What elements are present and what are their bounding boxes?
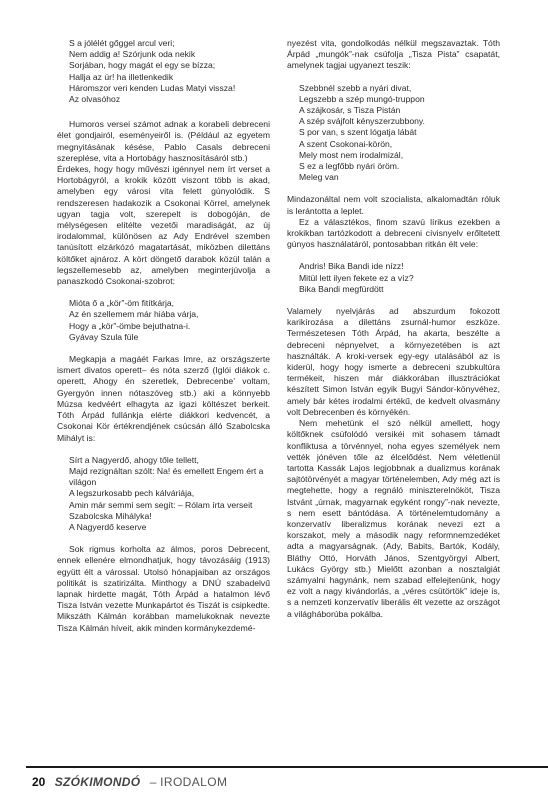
body-paragraph: Sok rigmus korholta az álmos, poros Debrecent, ennek ellenére elmondhatjuk, hogy távozásáig (1913) együtt élt a várossal. Utolsó hónapjaiban az országos politikát is szatirizálta. Minthogy a DNÚ szabadelvű lapnak hirdette magát, Tóth Árpád a hatalmon lévő Tisza István vezette Munkapártot és Tiszát is csipkedte. Mikszáth Kálmán korábban mamelukoknak nevezte Tisza Kálmán híveit, akik minden kormánykezdemé- xyxy=(57,544,270,633)
body-paragraph: Érdekes, hogy hogy művészi igénnyel nem írt verset a Hortobágyról, a krokik között viszont több is akad, amelyben egy városi vita felett gúnyolódik. S rendszeresen hadakozik a Csokonai Körrel, amelynek ugyan tagja volt, szerepelt is dobogóján, de mélységesen elítélte vezetői maradiságát, az új irodalommal, különösen az Ady Endrével szemben tanúsított elzárkózó magatartását, miközben dilettáns költőket ajnároz. A kört döngető darabok közül talán a legszellemesebb az, amelyben meginterjúvolja a panaszkodó Csokonai-szobrot: xyxy=(57,164,270,287)
body-paragraph: Ez a választékos, finom szavú lírikus ezekben a krokikban tartózkodott a debreceni cívisnyelv erőltetett gúnyos használatáról, pontosabban ritkán élt vele: xyxy=(287,216,500,250)
page-number: 20 xyxy=(32,775,46,789)
body-paragraph: Mindazonáltal nem volt szocialista, alkalomadtán róluk is lerántotta a leplet. xyxy=(287,194,500,216)
body-paragraph: nyezést vita, gondolkodás nélkül megszavaztak. Tóth Árpád „mungók”-nak csúfolja „Tisza Pista” csapatát, amelynek tagjai ugyanezt teszik: xyxy=(287,38,500,71)
poem-line: Mitül lett ilyen fekete ez a víz? xyxy=(299,272,414,283)
right-column xyxy=(287,38,500,620)
poem-line: Sorjában, hogy magát el egy se bízza; xyxy=(69,60,216,71)
poem-line: Amin már semmi sem segít: – Rólam írta verseit Szabolcska Mihálykа! xyxy=(69,499,253,521)
poem-line: A legszurkosabb pech kálváriája, xyxy=(69,488,195,499)
poem-line: Legszebb a szép mungó-truppon xyxy=(299,93,425,104)
poem-line: Szebbnél szebb a nyári divat, xyxy=(299,82,412,93)
poem-line: Hallja az úr! ha illetlenkedik xyxy=(69,71,174,82)
magazine-name: SZÓKIMONDÓ xyxy=(54,775,141,789)
poem-title: Gyávay Szula füle xyxy=(69,331,139,342)
poem-line: A szép svájfolt kényszerzubbony. xyxy=(299,116,425,127)
poem-title: Az olvasóhoz xyxy=(69,94,121,105)
poem-excerpt xyxy=(69,455,270,533)
poem-title: Bika Bandi megfürdött xyxy=(299,283,384,294)
poem-line: Az én szellemem már hiába várja, xyxy=(69,309,199,320)
poem-excerpt xyxy=(299,83,500,184)
poem-excerpt xyxy=(69,38,270,105)
poem-line: Sírt a Nagyerdő, ahogy tőle tellett, xyxy=(69,454,199,465)
left-column xyxy=(57,38,270,634)
body-paragraph: Humoros versei számot adnak a korabeli debreceni élet gondjairól, eseményeiről is. (Például az egyetem megnyitásának késése, Pablo Casals debreceni szereplése, vita a Hortobágy hasznosításáról stb.) xyxy=(57,119,270,163)
page-footer xyxy=(0,766,548,800)
poem-excerpt xyxy=(69,298,270,343)
footer-divider xyxy=(26,766,548,768)
body-paragraph: Megkapja a magáét Farkas Imre, az országszerte ismert divatos operett– és nóta szerző (Iglói diákok c. operett, Ahogy én szeretlek, Debrecenbe’ voltam, Gyergyón innen nótaszóveg stb.) aki a könnyebb Múzsa kedvéért elhagyta az igazi költészet berkeit. Tóth Árpád fullánkja elérte diákkori kedvencét, a Csokonai Kör értékrendjének csúcsán álló Szabolcska Mihályt is: xyxy=(57,354,270,443)
body-paragraph: Nem mehetünk el szó nélkül amellett, hogy költőknek csúfolódó versikéi mit sohasem támadt konfliktusa a törvénnyel, noha egyes személyek nem vették jónéven tőle az élcelődést. Nem véletlenül tartotta Kassák Lajos legjobbnak a dualizmus korának sajtótörvényét a magyar történelemben, Ady még azt is megtehette, hogy a regnáló miniszterelnököt, Tisza Istvánt „úrnak, magyarnak egyként rongy”-nak nevezte, s nem esett bántódása. A történelemtudomány a konzervatív liberalizmus korának nevezi ezt a korszakot, mely a második nagy reformnemzedéket adta a magyarságnak. (Ady, Babits, Bartók, Kodály, Bláthy Ottó, Horváth János, Szentgyörgyi Albert, Lukács György stb.) Mielőtt azonban a nosztalgiát számyalni hagynánk, nem szabad elfelejtenünk, hogy ez volt a nagy kivándorlás, a „véres csütörtök” ideje is, s a nemzeti konzervatív liberális élt vezette az országot a világháborúba pokálba. xyxy=(287,418,500,619)
poem-line: A szájkosár, s Tisza Pistán xyxy=(299,105,401,116)
poem-line: S a jólélét gőggel arcul veri; xyxy=(69,38,175,48)
body-paragraph: Valamely nyelvjárás ad abszurdum fokozott karikírozása a dilettáns zsurnál-humor eszköze. Természetesen Tóth Árpád, ha akarta, beszélte a debreceni népnyelvet, a környezetében is azt használták. A kroki-versek egy-egy utalásából az is kiderül, hogy hogy ismerte a debreceni szubkultúra termékeit, hiszen már diákkorában illusztrációkat készített Simon István egyik Bugyi Sándor-könyvéhez, amely bár kétes irodalmi értékű, de kedvelt olvasmány volt Debrecenben és környékén. xyxy=(287,306,500,417)
poem-line: Háromszor veri kenden Ludas Matyi vissza! xyxy=(69,82,236,93)
poem-title: Meleg van xyxy=(299,172,339,183)
poem-line: S ez a legfőbb nyári öröm. xyxy=(299,161,400,172)
footer-separator: – xyxy=(149,775,157,789)
poem-line: Majd rezignáltan szólt: Na! és emellett Engem ért a világon xyxy=(69,465,264,488)
poem-line: Mely most nem irodalmizál, xyxy=(299,149,404,160)
poem-line: A szent Csokonai-körön, xyxy=(299,138,393,149)
section-name: IRODALOM xyxy=(160,775,228,789)
poem-line: Nem addig a! Szórjunk oda nekik xyxy=(69,49,196,60)
poem-line: S por van, s szent lógatja lábát xyxy=(299,127,417,138)
poem-title: A Nagyerdő keserve xyxy=(69,521,147,532)
poem-excerpt xyxy=(299,261,500,295)
footer-label xyxy=(32,774,227,790)
poem-line: Andris! Bika Bandi ide nízz! xyxy=(299,261,404,272)
poem-line: Mióta ő a „kör”-öm fitítkárja, xyxy=(69,298,175,309)
poem-line: Hogy a „kör”-ömbe bejuthatna-i. xyxy=(69,320,191,331)
